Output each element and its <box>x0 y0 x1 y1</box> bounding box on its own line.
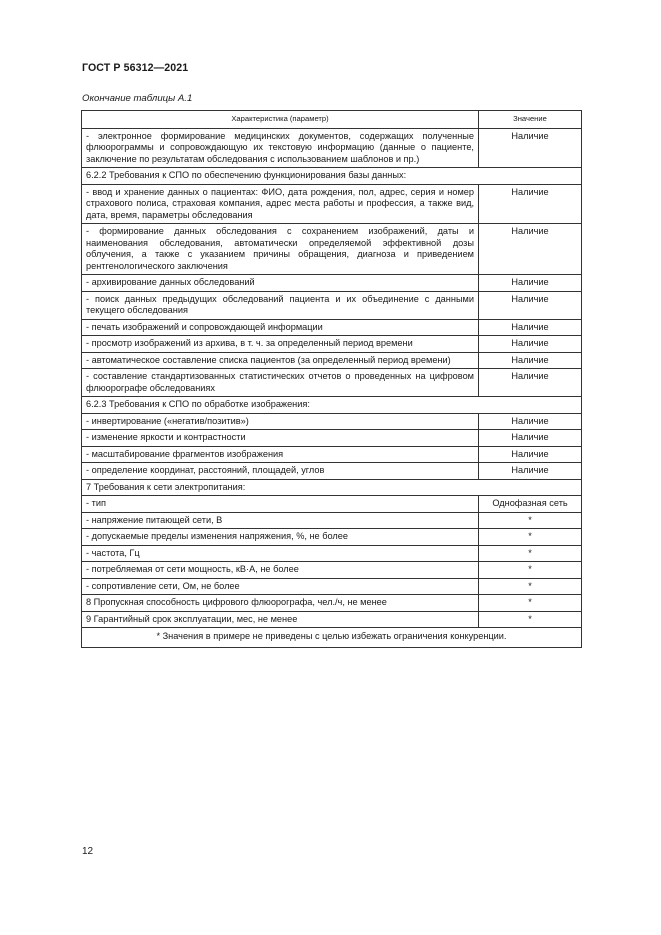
parameter-cell: 8 Пропускная способность цифрового флюорографа, чел./ч, не менее <box>82 595 479 612</box>
value-cell: Наличие <box>479 369 582 397</box>
value-cell: Наличие <box>479 463 582 480</box>
document-header: ГОСТ Р 56312—2021 <box>82 62 189 74</box>
table-row <box>82 413 582 430</box>
parameter-cell: - автоматическое составление списка пациентов (за определенный период времени) <box>82 352 479 369</box>
section-row <box>82 479 582 496</box>
section-heading: 6.2.2 Требования к СПО по обеспечению функционирования базы данных: <box>82 168 582 185</box>
section-row <box>82 397 582 414</box>
value-cell: * <box>479 545 582 562</box>
value-cell: * <box>479 595 582 612</box>
value-cell: * <box>479 529 582 546</box>
parameter-cell: - ввод и хранение данных о пациентах: ФИО, дата рождения, пол, адрес, серия и номер страхового полиса, страховая компания, адрес места работы и профессия, а также вид, дата, время, параметры обследования <box>82 184 479 224</box>
parameter-cell: - формирование данных обследования с сохранением изображений, даты и наименования обследования, автоматически определяемой эффективной дозы облучения, а также с указанием причины обращения, диагноза и приведением рентгенологического заключения <box>82 224 479 275</box>
table-row <box>82 369 582 397</box>
table-row <box>82 336 582 353</box>
parameter-cell: - допускаемые пределы изменения напряжения, %, не более <box>82 529 479 546</box>
parameter-cell: - частота, Гц <box>82 545 479 562</box>
table-footnote: * Значения в примере не приведены с целью избежать ограничения конкуренции. <box>82 628 582 648</box>
value-cell: Наличие <box>479 336 582 353</box>
table-caption: Окончание таблицы А.1 <box>82 93 193 104</box>
value-cell: * <box>479 562 582 579</box>
table-row <box>82 352 582 369</box>
column-header-parameter: Характеристика (параметр) <box>82 111 479 129</box>
value-cell: Наличие <box>479 224 582 275</box>
parameter-cell: 9 Гарантийный срок эксплуатации, мес, не менее <box>82 611 479 628</box>
table-row <box>82 184 582 224</box>
parameter-cell: - печать изображений и сопровождающей информации <box>82 319 479 336</box>
table-header-row <box>82 111 582 129</box>
parameter-cell: - поиск данных предыдущих обследований пациента и их объединение с данными текущего обследования <box>82 291 479 319</box>
table-row <box>82 545 582 562</box>
table-row <box>82 224 582 275</box>
value-cell: Наличие <box>479 413 582 430</box>
value-cell: * <box>479 578 582 595</box>
table-row <box>82 578 582 595</box>
value-cell: Наличие <box>479 291 582 319</box>
table-row <box>82 463 582 480</box>
value-cell: * <box>479 611 582 628</box>
table-body <box>82 128 582 628</box>
table-row <box>82 595 582 612</box>
section-heading: 6.2.3 Требования к СПО по обработке изображения: <box>82 397 582 414</box>
section-row <box>82 168 582 185</box>
parameter-cell: - масштабирование фрагментов изображения <box>82 446 479 463</box>
table-row <box>82 430 582 447</box>
value-cell: Наличие <box>479 352 582 369</box>
parameter-cell: - изменение яркости и контрастности <box>82 430 479 447</box>
parameter-cell: - тип <box>82 496 479 513</box>
parameter-cell: - определение координат, расстояний, площадей, углов <box>82 463 479 480</box>
parameter-cell: - электронное формирование медицинских документов, содержащих полученные флюорограммы и сопровождающую их текстовую информацию (данные о пациенте, заключение по результатам обследования с использованием шаблонов и пр.) <box>82 128 479 168</box>
column-header-value: Значение <box>479 111 582 129</box>
table-row <box>82 319 582 336</box>
table-row <box>82 529 582 546</box>
table-row <box>82 562 582 579</box>
parameter-cell: - составление стандартизованных статистических отчетов о проведенных на цифровом флюорографе обследованиях <box>82 369 479 397</box>
parameter-cell: - сопротивление сети, Ом, не более <box>82 578 479 595</box>
table-row <box>82 512 582 529</box>
value-cell: Наличие <box>479 319 582 336</box>
parameter-cell: - просмотр изображений из архива, в т. ч. за определенный период времени <box>82 336 479 353</box>
value-cell: * <box>479 512 582 529</box>
table-row <box>82 446 582 463</box>
table-row <box>82 496 582 513</box>
specification-table <box>81 110 582 648</box>
value-cell: Наличие <box>479 446 582 463</box>
parameter-cell: - потребляемая от сети мощность, кВ·А, не более <box>82 562 479 579</box>
table-row <box>82 275 582 292</box>
page-number: 12 <box>82 846 94 857</box>
value-cell: Наличие <box>479 275 582 292</box>
value-cell: Однофазная сеть <box>479 496 582 513</box>
section-heading: 7 Требования к сети электропитания: <box>82 479 582 496</box>
footnote-row <box>82 628 582 648</box>
parameter-cell: - архивирование данных обследований <box>82 275 479 292</box>
table-row <box>82 291 582 319</box>
parameter-cell: - инвертирование («негатив/позитив») <box>82 413 479 430</box>
value-cell: Наличие <box>479 430 582 447</box>
table-row <box>82 128 582 168</box>
table-row <box>82 611 582 628</box>
value-cell: Наличие <box>479 128 582 168</box>
value-cell: Наличие <box>479 184 582 224</box>
parameter-cell: - напряжение питающей сети, В <box>82 512 479 529</box>
